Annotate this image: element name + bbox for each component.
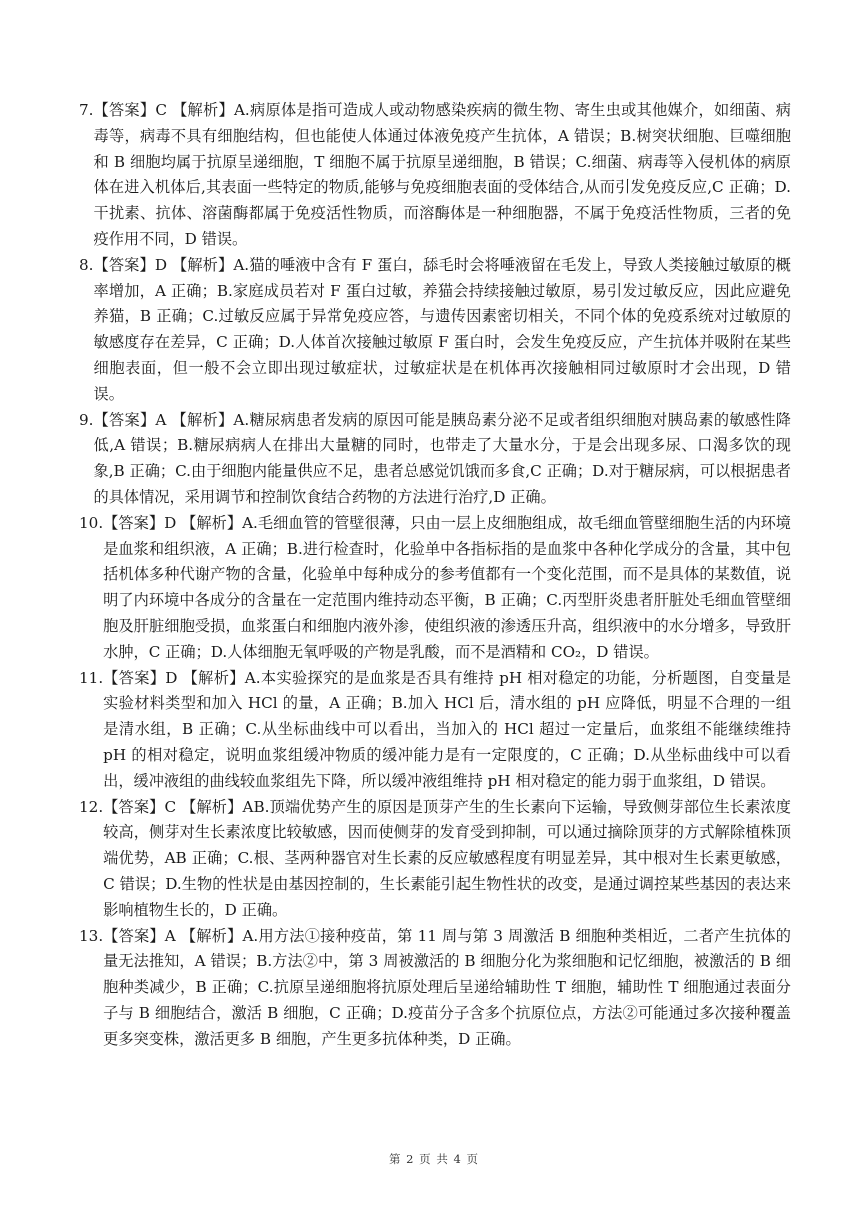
item-number: 13.	[79, 926, 104, 945]
item-text: 【答案】A 【解析】A.糖尿病患者发病的原因可能是胰岛素分泌不足或者组织细胞对胰岛素的敏感性降低,A 错误；B.糖尿病病人在排出大量糖的同时，也带走了大量水分，于是会出现多尿、口渴多饮的现象,B 正确；C.由于细胞内能量供应不足，患者总感觉饥饿而多食,C 正确；D.对于糖尿病，可以根据患者的具体情况，采用调节和控制饮食结合药物的方法进行治疗,D 正确。	[93, 410, 791, 506]
item-text: 【答案】D 【解析】A.毛细血管的管壁很薄，只由一层上皮细胞组成，故毛细血管壁细胞生活的内环境是血浆和组织液，A 正确；B.进行检查时，化验单中各指标指的是血浆中各种化学成分的含量，其中包括机体多种代谢产物的含量，化验单中每种成分的参考值都有一个变化范围，而不是具体的某数值，说明了内环境中各成分的含量在一定范围内维持动态平衡，B 正确；C.丙型肝炎患者肝脏处毛细血管壁细胞及肝脏细胞受损，血浆蛋白和细胞内液外渗，使组织液的渗透压升高，组织液中的水分增多，导致肝水肿，C 正确；D.人体细胞无氧呼吸的产物是乳酸，而不是酒精和 CO₂，D 错误。	[103, 513, 791, 661]
answer-item-10	[79, 511, 791, 666]
item-number: 11.	[79, 668, 104, 687]
item-number: 9.	[79, 410, 94, 429]
answer-item-12	[79, 795, 791, 924]
item-number: 8.	[79, 255, 94, 274]
item-number: 12.	[79, 797, 104, 816]
item-number: 7.	[79, 101, 94, 119]
item-number: 10.	[79, 513, 104, 532]
item-text: 【答案】A 【解析】A.用方法①接种疫苗，第 11 周与第 3 周激活 B 细胞种类相近，二者产生抗体的量无法推知，A 错误；B.方法②中，第 3 周被激活的 B 细胞分化为浆细胞和记忆细胞，被激活的 B 细胞种类减少，B 正确；C.抗原呈递细胞将抗原处理后呈递给辅助性 T 细胞，辅助性 T 细胞通过表面分子与 B 细胞结合，激活 B 细胞，C 正确；D.疫苗分子含多个抗原位点，方法②可能通过多次接种覆盖更多突变株，激活更多 B 细胞，产生更多抗体种类，D 正确。	[103, 926, 791, 1048]
document-page	[79, 98, 791, 1052]
item-text: 【答案】C 【解析】AB.顶端优势产生的原因是顶芽产生的生长素向下运输，导致侧芽部位生长素浓度较高，侧芽对生长素浓度比较敏感，因而使侧芽的发育受到抑制，可以通过摘除顶芽的方式解除植株顶端优势，AB 正确；C.根、茎两种器官对生长素的反应敏感程度有明显差异，其中根对生长素更敏感，C 错误；D.生物的性状是由基因控制的，生长素能引起生物性状的改变，是通过调控某些基因的表达来影响植物生长的，D 正确。	[103, 797, 791, 919]
item-text: 【答案】D 【解析】A.本实验探究的是血浆是否具有维持 pH 相对稳定的功能，分析题图，自变量是实验材料类型和加入 HCl 的量，A 正确；B.加入 HCl 后，清水组的 pH 应降低，明显不合理的一组是清水组，B 正确；C.从坐标曲线中可以看出，当加入的 HCl 超过一定量后，血浆组不能继续维持 pH 的相对稳定，说明血浆组缓冲物质的缓冲能力是有一定限度的，C 正确；D.从坐标曲线中可以看出，缓冲液组的曲线较血浆组先下降，所以缓冲液组维持 pH 相对稳定的能力弱于血浆组，D 错误。	[103, 668, 791, 790]
item-text: 【答案】C 【解析】A.病原体是指可造成人或动物感染疾病的微生物、寄生虫或其他媒介，如细菌、病毒等，病毒不具有细胞结构，但也能使人体通过体液免疫产生抗体，A 错误；B.树突状细胞、巨噬细胞和 B 细胞均属于抗原呈递细胞，T 细胞不属于抗原呈递细胞，B 错误；C.细菌、病毒等入侵机体的病原体在进入机体后,其表面一些特定的物质,能够与免疫细胞表面的受体结合,从而引发免疫反应,C 正确；D.干扰素、抗体、溶菌酶都属于免疫活性物质，而溶酶体是一种细胞器，不属于免疫活性物质，三者的免疫作用不同，D 错误。	[93, 101, 791, 248]
answer-item-8	[79, 253, 791, 408]
answer-item-9	[79, 408, 791, 511]
answer-item-13	[79, 924, 791, 1053]
item-text: 【答案】D 【解析】A.猫的唾液中含有 F 蛋白，舔毛时会将唾液留在毛发上，导致人类接触过敏原的概率增加，A 正确；B.家庭成员若对 F 蛋白过敏，养猫会持续接触过敏原，易引发过敏反应，因此应避免养猫，B 正确；C.过敏反应属于异常免疫应答，与遗传因素密切相关，不同个体的免疫系统对过敏原的敏感度存在差异，C 正确；D.人体首次接触过敏原 F 蛋白时，会发生免疫反应，产生抗体并吸附在某些细胞表面，但一般不会立即出现过敏症状，过敏症状是在机体再次接触相同过敏原时才会出现，D 错误。	[93, 255, 791, 403]
answer-item-11	[79, 666, 791, 795]
answer-item-7	[79, 98, 791, 253]
page-footer: 第 2 页 共 4 页	[389, 1152, 479, 1166]
